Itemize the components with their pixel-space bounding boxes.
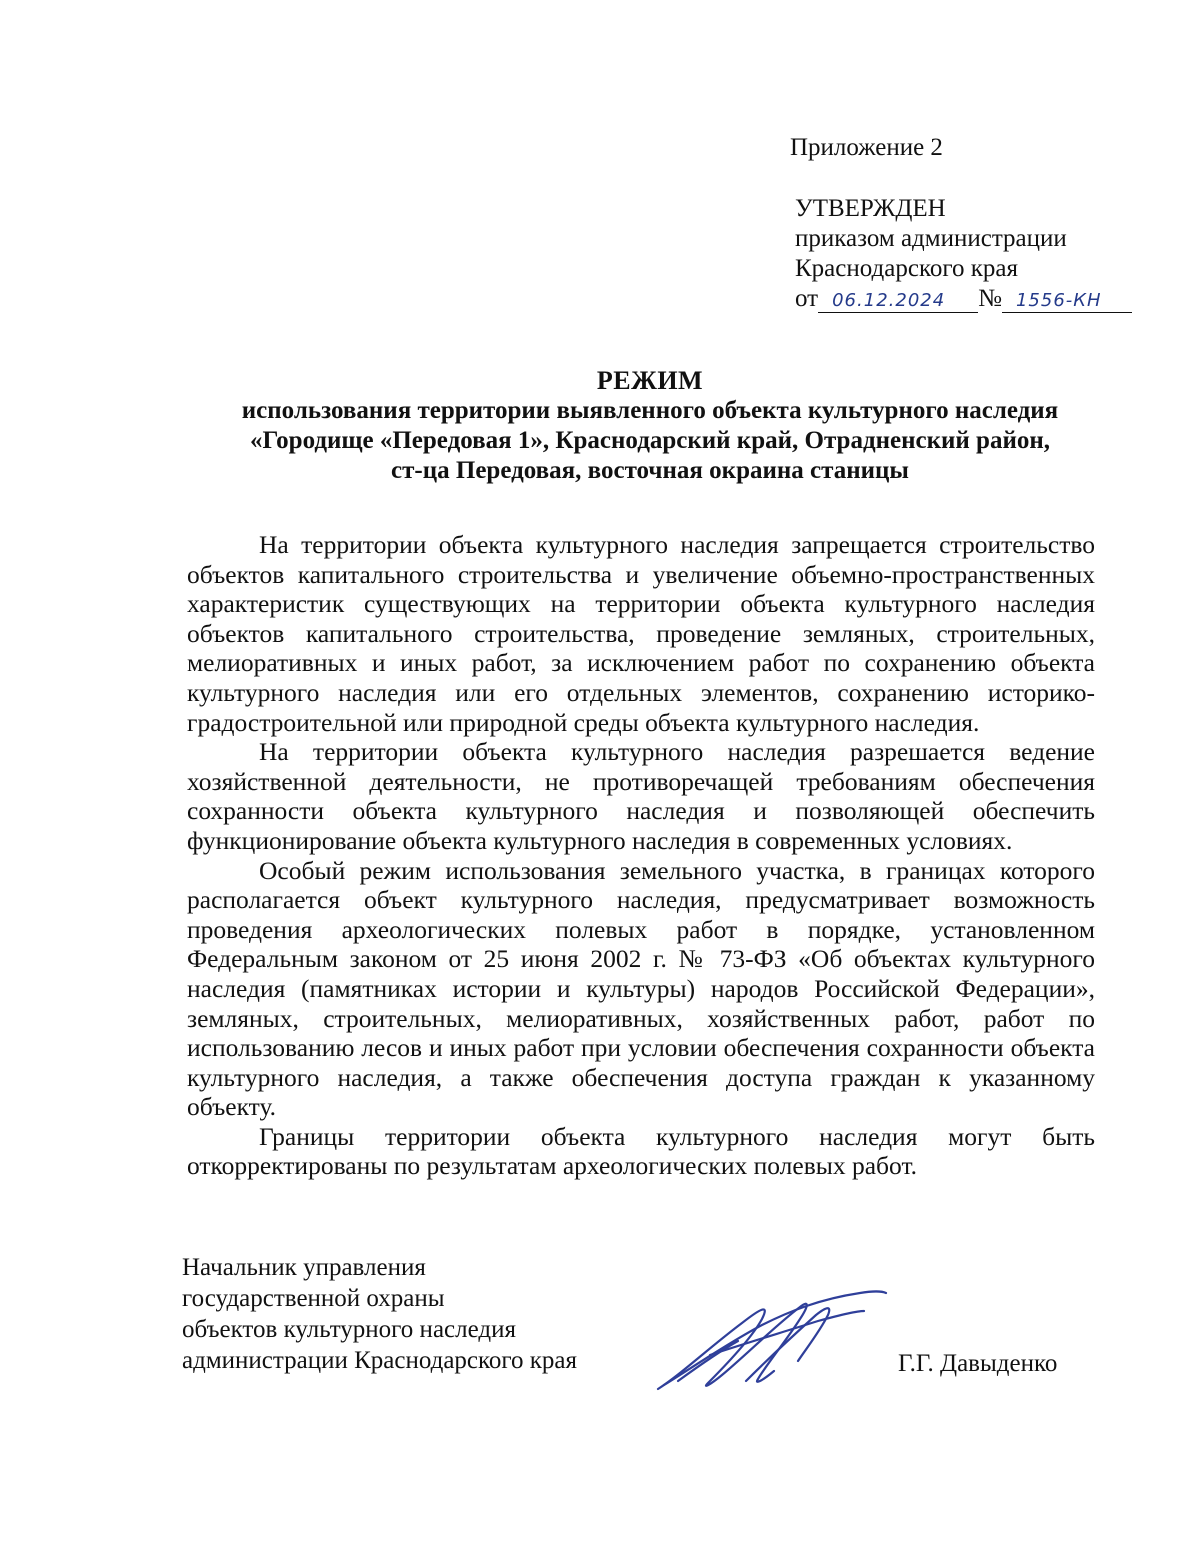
signature-strokes: [658, 1292, 886, 1390]
signer-name: Г.Г. Давыденко: [898, 1350, 1058, 1377]
title-line-1: использования территории выявленного объекта культурного наследия: [241, 397, 1059, 424]
approval-stamp: [795, 194, 1175, 314]
position-line-4: администрации Краснодарского края: [182, 1347, 578, 1374]
paragraph-special-regime: Особый режим использования земельного участка, в границах которого располагается объект культурного наследия, предусматривает возможность проведения археологических полевых работ в порядке, установленном Федеральным законом от 25 июня 2002 г. № 73-ФЗ «Об объектах культурного наследия (памятниках истории и культуры) народов Российской Федерации», земляных, строительных, мелиоративных, хозяйственных работ, работ по использованию лесов и иных работ при условии обеспечения сохранности объекта культурного наследия, а также обеспечения доступа граждан к указанному объекту.: [187, 855, 1095, 1122]
approval-line-1: приказом администрации: [795, 225, 1067, 252]
paragraph-permissions: На территории объекта культурного наследия разрешается ведение хозяйственной деятельности, не противоречащей требованиям обеспечения сохранности объекта культурного наследия и позволяющей обеспечить функционирование объекта культурного наследия в современных условиях.: [187, 737, 1095, 855]
position-line-2: государственной охраны: [182, 1285, 445, 1312]
paragraph-prohibitions: На территории объекта культурного наследия запрещается строительство объектов капитального строительства и увеличение объемно-пространственных характеристик существующих на территории объекта культурного наследия объектов капитального строительства, проведение земляных, строительных, мелиоративных и иных работ, за исключением работ по сохранению объекта культурного наследия или его отдельных элементов, сохранению историко-градостроительной или природной среды объекта культурного наследия.: [187, 530, 1095, 737]
approval-date-number: [795, 284, 1175, 314]
title-line-2: «Городище «Передовая 1», Краснодарский край, Отрадненский район,: [249, 427, 1051, 454]
paragraph-boundaries: Границы территории объекта культурного наследия могут быть откорректированы по результатам археологических полевых работ.: [187, 1121, 1095, 1181]
handwritten-signature: [650, 1285, 890, 1397]
handwritten-date: 06.12.2024: [818, 290, 978, 313]
date-prefix: от: [795, 285, 819, 312]
position-line-1: Начальник управления: [182, 1254, 426, 1281]
signatory-position: [182, 1252, 577, 1376]
title-line-3: ст-ца Передовая, восточная окраина станицы: [391, 457, 909, 484]
document-body: [187, 530, 1095, 1181]
appendix-label: Приложение 2: [790, 134, 943, 161]
number-prefix: №: [978, 285, 1002, 312]
approval-status: УТВЕРЖДЕН: [795, 195, 946, 222]
document-title: [150, 366, 1150, 486]
handwritten-number: 1556-КН: [1002, 290, 1132, 313]
approval-line-2: Краснодарского края: [795, 255, 1018, 282]
position-line-3: объектов культурного наследия: [182, 1316, 516, 1343]
title-main: РЕЖИМ: [596, 366, 704, 395]
